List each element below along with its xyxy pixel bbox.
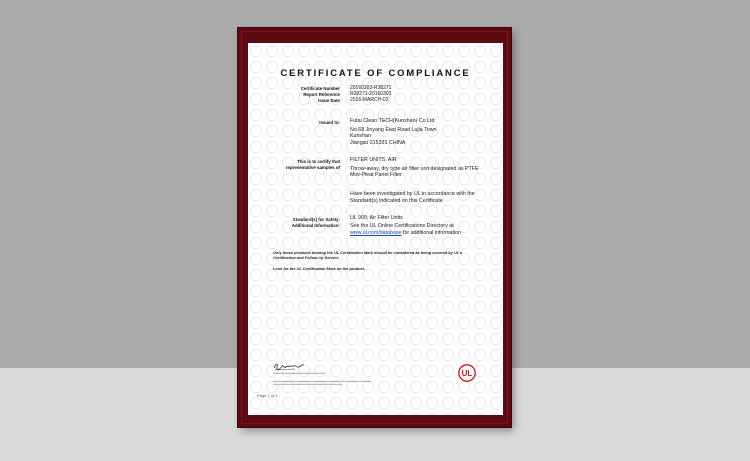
certify-label-line-2: representative samples of [285,165,340,170]
certificate-paper [248,43,503,415]
product-description-line-1: Throw-away, dry type air filter unit designated as PTFE [350,166,479,172]
issue-date-label: Issue Date [318,98,340,103]
ul-database-link[interactable]: www.ul.com/database [350,230,402,236]
note-line-2: Certification and Follow-Up Service. [273,255,340,260]
cert-number-label: Certificate Number [300,86,340,91]
ul-logo-text: UL [461,368,473,378]
additional-info-link-line [350,230,461,236]
product-category: FILTER UNITS, AIR [350,157,397,163]
standards-value: UL 900, Air Filter Units [350,215,403,221]
investigated-line-2: Standard(s) indicated on this Certificate. [350,198,445,204]
footer-fine-print-2: ━━━━━━━━━━━━━━━━━━━━━━━━━━━━━━━━━━━━━━━━━━━━━━━━ [273,383,343,386]
certificate-title: CERTIFICATE OF COMPLIANCE [280,67,471,78]
page-number: Page 1 of 1 [257,393,278,398]
report-ref-value: R38271-20160303 [350,91,392,97]
issued-to-line-4: Jiangsu 215331 CHINA [350,140,406,146]
report-ref-label: Report Reference [303,92,340,97]
issued-to-line-2: No.68 Jinyang East Road Lujia Town [350,127,437,133]
standards-label: Standard(s) for Safety: [292,217,340,222]
issue-date-value: 2016-MARCH-03 [350,97,389,103]
note-line-1: Only those products bearing the UL Certification Mark should be considered as being covered by UL's [273,250,463,255]
issued-to-label: Issued to: [319,120,340,125]
note-line-3: Look for the UL Certification Mark on the product. [273,266,366,271]
footer-fine-print-1: ━━━━━━━━━━━━━━━━━━━━━━━━━━━━━━━━━━━━━━━━━━━━━━━━━━━━━━━━━━━━━━━━━━━━ [273,380,371,383]
investigated-line-1: Have been investigated by UL in accordance with the [350,191,475,197]
issued-to-line-3: Kunshan [350,133,371,139]
signatory-caption: ━━━━━━━━━━━━━━━━━━━━━━━━━━━━━━━━━━━━ [273,372,325,375]
signature-image [273,360,307,372]
additional-info-label: Additional Information: [291,223,340,228]
issued-to-line-1: Futai Clean TECH(Kunshan) Co Ltd [350,118,435,124]
product-description-line-2: Mini-Pleat Panel Filter [350,172,402,178]
certify-label-line-1: This is to certify that [297,159,340,164]
additional-info-line: See the UL Online Certifications Directory at [350,223,454,229]
ul-logo-icon [458,364,476,382]
additional-info-suffix: for additional information [401,230,462,236]
cert-number-value: 20160303-R38271 [350,85,392,91]
